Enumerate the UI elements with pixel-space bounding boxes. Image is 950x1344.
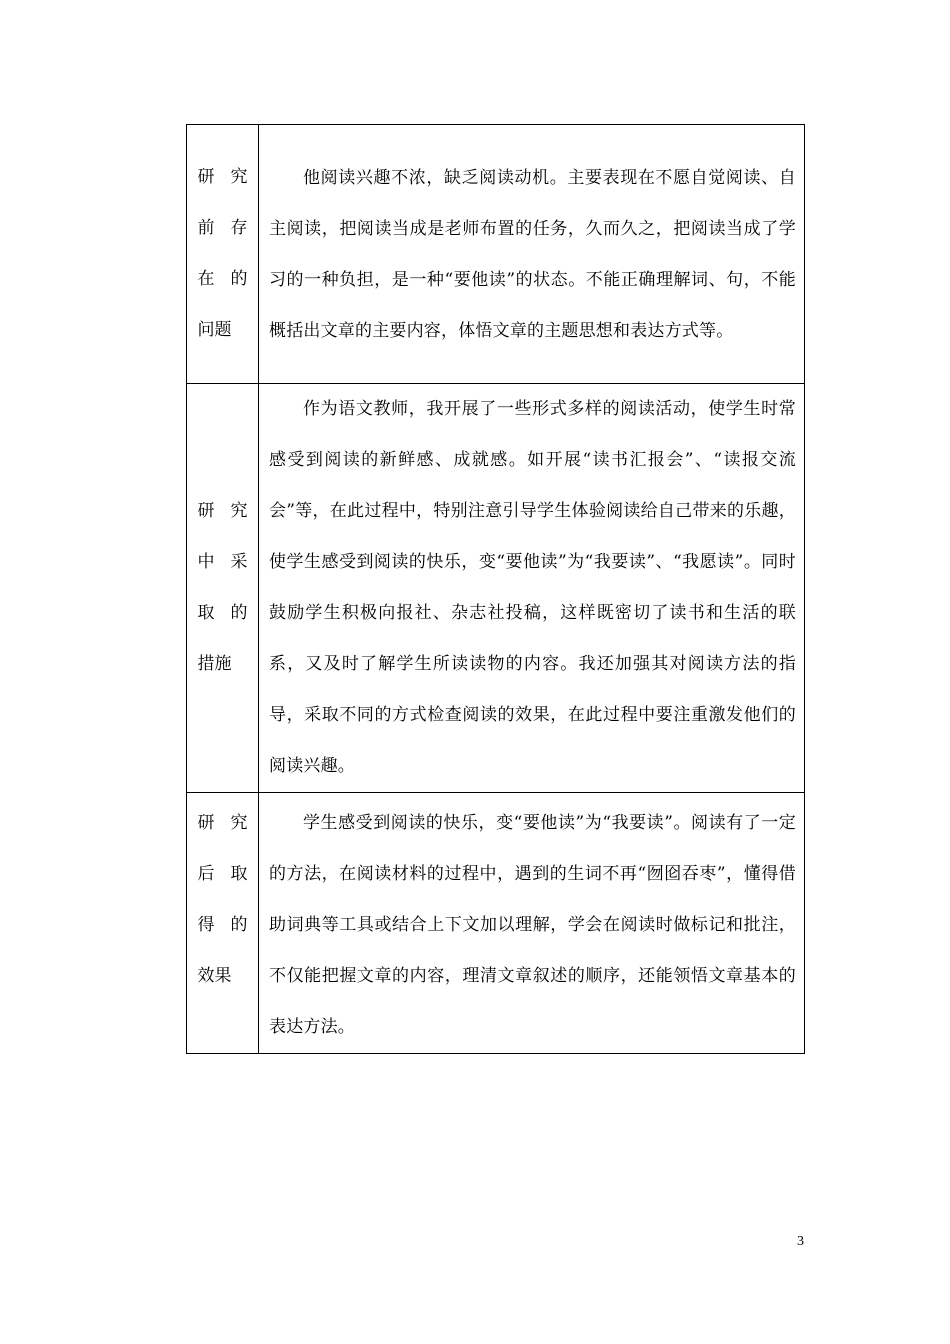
label-line (198, 537, 248, 588)
label-char: 取 (197, 603, 215, 623)
label-line (198, 849, 248, 900)
label-line (198, 900, 248, 951)
label-char: 研 (197, 501, 215, 521)
label-char: 存 (230, 218, 248, 238)
label-line (198, 798, 248, 849)
row-label (198, 152, 248, 356)
row-content-cell (259, 793, 805, 1054)
label-char: 采 (230, 552, 248, 572)
label-line (198, 254, 248, 305)
row-label-cell (187, 384, 259, 793)
label-text: 问题 (197, 320, 232, 340)
label-char: 的 (230, 603, 248, 623)
label-char: 在 (197, 269, 215, 289)
row-label (198, 793, 248, 1002)
row-content-text: 作为语文教师，我开展了一些形式多样的阅读活动，使学生时常感受到阅读的新鲜感、成就感。如开展“读书汇报会”、“读报交流会”等，在此过程中，特别注意引导学生体验阅读给自己带来的乐趣，使学生感受到阅读的快乐，变“要他读”为“我要读”、“我愿读”。同时鼓励学生积极向报社、杂志社投稿，这样既密切了读书和生活的联系，又及时了解学生所读读物的内容。我还加强其对阅读方法的指导，采取不同的方式检查阅读的效果，在此过程中要注重激发他们的阅读兴趣。 (269, 399, 796, 776)
label-line (198, 152, 248, 203)
label-char: 究 (230, 501, 248, 521)
label-char: 研 (197, 167, 215, 187)
row-label-cell (187, 793, 259, 1054)
row-content-cell (259, 125, 805, 384)
label-char: 究 (230, 167, 248, 187)
label-char: 得 (197, 915, 215, 935)
row-label-cell (187, 125, 259, 384)
label-line (198, 486, 248, 537)
table-row (187, 384, 805, 793)
label-line (198, 951, 248, 1002)
research-table (186, 124, 805, 1054)
label-char: 前 (197, 218, 215, 238)
label-text: 措施 (197, 654, 232, 674)
table-row (187, 125, 805, 384)
row-content-cell (259, 384, 805, 793)
label-text: 效果 (197, 966, 232, 986)
label-line (198, 639, 248, 690)
row-content-text: 他阅读兴趣不浓，缺乏阅读动机。主要表现在不愿自觉阅读、自主阅读，把阅读当成是老师布置的任务，久而久之，把阅读当成了学习的一种负担，是一种“要他读”的状态。不能正确理解词、句，不能概括出文章的主要内容，体悟文章的主题思想和表达方式等。 (269, 168, 796, 341)
row-label (198, 486, 248, 690)
label-char: 研 (197, 813, 215, 833)
page-number: 3 (797, 1234, 804, 1249)
table-row (187, 793, 805, 1054)
row-content-text: 学生感受到阅读的快乐，变“要他读”为“我要读”。阅读有了一定的方法，在阅读材料的过程中，遇到的生词不再“囫囵吞枣”，懂得借助词典等工具或结合上下文加以理解，学会在阅读时做标记和批注，不仅能把握文章的内容，理清文章叙述的顺序，还能领悟文章基本的表达方法。 (269, 813, 796, 1037)
label-char: 的 (230, 269, 248, 289)
label-line (198, 305, 248, 356)
label-line (198, 588, 248, 639)
label-char: 中 (197, 552, 215, 572)
label-char: 的 (230, 915, 248, 935)
label-char: 究 (230, 813, 248, 833)
label-char: 取 (230, 864, 248, 884)
label-char: 后 (197, 864, 215, 884)
label-line (198, 203, 248, 254)
